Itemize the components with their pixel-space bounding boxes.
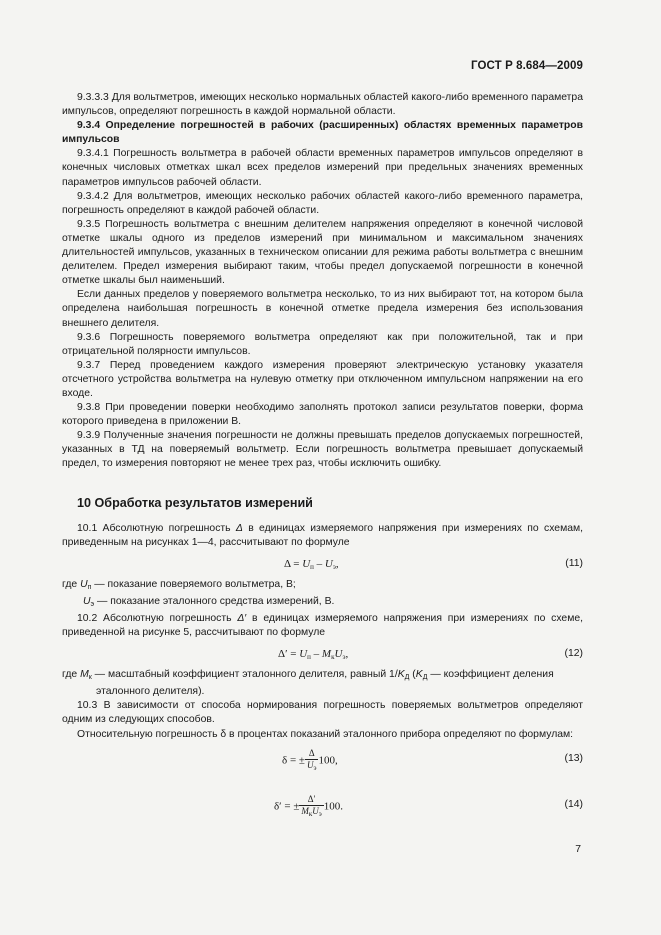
- standard-header: ГОСТ Р 8.684—2009: [471, 60, 583, 72]
- formula-11-expression: $\Delta = U_п - U_э$,: [284, 557, 339, 571]
- formula-12-number: (12): [564, 648, 583, 660]
- formula-11-number: (11): [565, 557, 583, 569]
- formula-11: [62, 550, 583, 578]
- definition-m-k-cont: эталонного делителя).: [96, 686, 205, 698]
- document-body: [62, 91, 583, 828]
- formula-13-number: (13): [564, 752, 583, 764]
- paragraph-relative-error: Относительную погрешность δ в процентах показаний эталонного прибора определяют по формулам:: [77, 728, 574, 740]
- page-number: 7: [575, 844, 581, 855]
- formula-14-expression: δ′ = ± $\frac{\Delta'}{M_кU_э}$ 100.: [274, 793, 344, 818]
- definition-m-k: где $M_к$ — масштабный коэффициент эталонного делителя, равный $1/K_Д$ ($K_Д$ — коэффициент деления: [62, 669, 554, 682]
- paragraph-10-1: 10.1 Абсолютную погрешность Δ в единицах измеряемого напряжения при измерениях по схемам, приведенным на рисунках 1—4, рассчитывают по формуле: [62, 522, 584, 548]
- paragraph-9-3-4-2: 9.3.4.2 Для вольтметров, имеющих несколько рабочих областей какого-либо временного параметра, погрешность определяют в каждой рабочей области.: [62, 190, 583, 216]
- paragraph-10-3: 10.3 В зависимости от способа нормирования погрешность поверяемых вольтметров определяют одним из следующих способов.: [62, 700, 583, 726]
- formula-12: [62, 640, 583, 668]
- paragraph-9-3-4-1: 9.3.4.1 Погрешность вольтметра в рабочей области временных параметров импульсов определяют в конечных числовых отметках шкал всех пределов измерений при предельных значениях временных параметров импульсов рабочей области.: [62, 148, 583, 188]
- formula-14: [62, 788, 583, 828]
- definition-u-e: $U_э$ — показание эталонного средства измерений, В.: [83, 595, 335, 608]
- paragraph-9-3-6: 9.3.6 Погрешность поверяемого вольтметра определяют как при положительной, так и при отрицательной полярности импульсов.: [62, 331, 583, 357]
- paragraph-9-3-8: 9.3.8 При проведении поверки необходимо заполнять протокол записи результатов поверки, форма которого приведена в приложении В.: [62, 402, 583, 428]
- paragraph-10-2: 10.2 Абсолютную погрешность Δ′ в единицах измеряемого напряжения при измерениях по схеме, приведенной на рисунке 5, рассчитывают по формуле: [62, 613, 583, 639]
- formula-14-number: (14): [564, 798, 583, 810]
- paragraph-9-3-5: 9.3.5 Погрешность вольтметра с внешним делителем напряжения определяют в конечной числовой отметке шкалы одного из пределов измерений при минимальном и максимальном значениях длительностей импульсов, указанных в техническом описании для режима работы вольтметра с внешним делителем. Предел измерения выбирают таким, чтобы предел допускаемой погрешности в конечной отметке шкалы был наименьший.: [62, 218, 583, 287]
- formula-13-expression: δ = ± $\frac{\Delta}{U_э}$ 100,: [282, 747, 338, 772]
- formula-13: [62, 742, 583, 782]
- paragraph-9-3-4-heading: 9.3.4 Определение погрешностей в рабочих (расширенных) областях временных параметров импульсов: [62, 120, 583, 146]
- section-10-title: 10 Обработка результатов измерений: [77, 495, 313, 510]
- paragraph-9-3-9: 9.3.9 Полученные значения погрешности не должны превышать пределов допускаемых погрешностей, указанных в ТД на поверяемый вольтметр. Если погрешность вольтметра превышает допускаемый предел, то измерения повторяют не менее трех раз, чтобы исключить ошибку.: [62, 430, 583, 470]
- definition-u-p: где $U_п$ — показание поверяемого вольтметра, В;: [62, 578, 296, 591]
- paragraph-9-3-5-cont: Если данных пределов у поверяемого вольтметра несколько, то из них выбирают тот, на котором была определена наибольшая погрешность в конечной отметке предела измерения без использования внешнего делителя.: [62, 289, 583, 329]
- paragraph-9-3-7: 9.3.7 Перед проведением каждого измерения проверяют электрическую установку указателя отсчетного устройства вольтметра на нулевую отметку при отключенном импульсном напряжении на его входе.: [62, 359, 583, 399]
- paragraph-9-3-3-3: 9.3.3.3 Для вольтметров, имеющих несколько нормальных областей какого-либо временного параметра импульсов, определяют погрешность в каждой нормальной области.: [62, 92, 583, 118]
- formula-12-expression: $\Delta' = U_п - M_кU_э$,: [278, 648, 349, 662]
